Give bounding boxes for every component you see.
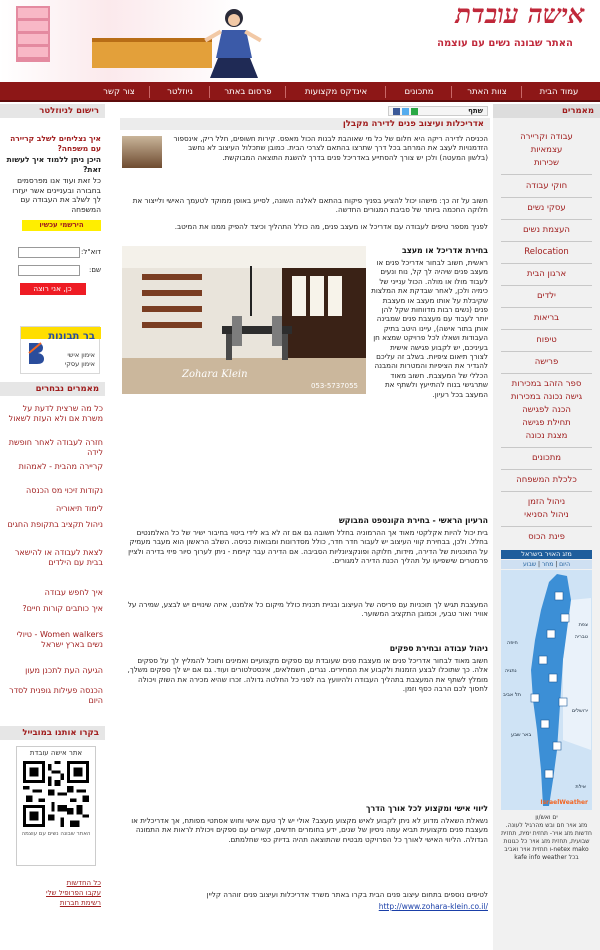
newsletter-signup-highlight[interactable]: הירשמי עכשיו [22,220,101,231]
menu-item-independent[interactable]: עצמאיות [530,145,563,155]
footer-links [1,878,101,908]
closing-link[interactable]: http://www.zohara-klein.co.il/ [378,902,488,911]
city-label-safed: צפת [578,622,588,628]
city-label-haifa: חיפה [507,640,518,646]
qr-title: אתר אישה עובדת [29,749,83,757]
heading-manage: ניהול עבודה ובחירת ספקים [389,644,488,653]
concept-text: בית יכול להיות אקלקטי מאוד אך ההרמוניה בחלל חשובה גם אם זה לא בא לידי ביטוי בחיבור ישיר של כל האלמנטים בחלל. ולכן, בבחירת קווי העיצוב יש לעבור חדר חדר, כולל מסדרונות ומבואות כניסה. השלב הראשון הוא מעבר מעמיק על התוכניות של הדירה, מידות, חלוקה ופונקציונליות הסביבה. אם הדירה עבר קיימת - ניתן לערוך סיור פיזי בדירה ולציין פרמטרים שישפיעו על תהליך הכנת הדירה למגורים. [128,528,488,566]
menu-divider [501,491,592,492]
ad-subtitle-2: אימון עסקי [64,360,95,368]
email-label: דוא"ל: [81,248,101,256]
image-watermark: Zohara Klein [182,369,248,380]
nav-home[interactable]: עמוד הבית [539,87,579,97]
qr-code-icon [23,761,89,827]
popular-article-link[interactable]: Women walkers - טיולי נשים בארץ ישראל [16,630,103,649]
twitter-icon[interactable] [402,108,409,115]
article-thumbnail [122,136,162,168]
menu-item-home-organization[interactable]: ארגון הבית [526,269,567,279]
weather-widget-title: מזג האויר בישראל [501,550,592,559]
qr-card[interactable] [16,746,96,866]
city-label-jerusalem: ירושלים [571,708,588,714]
nav-separator [521,86,522,98]
menu-item-sales-approach[interactable]: גישה נכונה במכירות [510,392,583,402]
ad-subtitle-1: אימון אישי [67,351,95,359]
nav-separator [285,86,286,98]
menu-item-children[interactable]: ילדים [537,291,556,301]
article-para-2: לפניך מספר טיפים לעבודה עם אדריכל או מעצב פנים, מה כולל התהליך וכיצד להפיק ממנו את המיטב. [174,222,488,231]
nav-separator [451,86,452,98]
weather-brand-logo[interactable]: IsraelWeather [540,799,588,806]
menu-divider [501,469,592,470]
footer-link-companies[interactable]: רשימת חברות [59,899,101,907]
site-tagline: האתר שבונה נשים עם עוצמה [437,38,573,49]
main-content [120,104,490,950]
nav-team[interactable]: צוות האתר [467,87,507,97]
mobile-heading-wrap [0,726,105,740]
name-label: שם: [89,266,101,274]
mobile-heading: בקרו אותנו במובייל [0,726,105,740]
menu-divider [501,174,592,175]
site-header [0,0,600,82]
nav-recipes[interactable]: מתכונים [404,87,434,97]
image-phone: 053-5737055 [310,382,358,390]
article-title-bar [120,118,490,130]
ad-logo-icon [27,341,45,365]
menu-divider [501,263,592,264]
city-label-tiberias: טבריה [574,634,588,640]
choose-architect-text: ראשית, חשוב לבחור אדריכל פנים או מעצב פנים שיהיה לך קל, נוח ונעים לעבוד מולו או מולה. הכול ענייני של כימיה ולכן, לאחר שבדקת את המלצות שקיבלת על אותו מעצב או מעצבת פנים (נשים רבות מדווחות שקל להן יותר לעבוד עם מעצבת פנים שמבינה אותן בתור אישה), עיינו היטב בתיק העבודות ושאלו לכל פרויקט שמצא חן בעיניכם, יש לקבוע פגישה אישית לצורך תיאום ציפיות. בשלב זה עליכם להגדיר את הציפיות והמטרות והמבנה הכללי של המעצבת. חשוב מאוד שתרגישי בנוח להתייעץ ולשתף את המעצב בכל רעיון. [371,258,488,399]
name-row [0,265,105,277]
israel-weather-map[interactable] [501,570,592,810]
site-logo-title[interactable]: אישה עובדת [455,0,585,30]
weather-tab-week[interactable]: שבוע [522,561,537,568]
popular-article-link[interactable]: איך כותבים קורות חיים? [22,604,103,613]
menu-item-career[interactable]: עבודה וקריירה [520,132,573,142]
menu-item-empowerment[interactable]: העצמת נשים [523,225,570,235]
email-share-icon[interactable] [411,108,418,115]
articles-heading: מאמרים [493,104,600,118]
israel-map-icon [501,570,592,810]
newsletter-submit-button[interactable]: כן, אני רוצה להירשם [20,283,86,295]
bar-tvunot-ad[interactable] [20,326,100,374]
ad-brand: בר תבונות [48,331,95,342]
city-label-tel-aviv: תל אביב [503,692,521,698]
menu-divider [501,351,592,352]
email-input[interactable] [18,247,80,258]
popular-article-link[interactable]: כל מה שרצית לדעת על משרת אם ולא העזת לשאול [8,404,103,423]
menu-divider [501,241,592,242]
nav-advertise[interactable]: פרסום באתר [224,87,272,97]
menu-divider [501,373,592,374]
menu-item-labor-law[interactable]: חוקי עבודה [525,181,568,191]
footer-link-all-news[interactable]: כל החדשות [66,879,101,887]
newsletter-body: כל זאת ועוד אנו מפרסמים בחבורה ובעניינים אשר יעזרו לך לשלב את העבודה עם המשפחה [12,176,101,214]
menu-divider [501,197,592,198]
top-navigation [0,82,600,102]
article-para-1: חשוב על זה כך: מישהו יכול להציע בפניך פיקוח בהתאם לאלנה השונה, לסייע באופן ממוקד לטעמך האישי ולייצור את חלוקה החכמה ביותר של סביבת המגורים החדשה. [132,196,488,215]
menu-item-meeting-prep[interactable]: הכנה לפגישה [522,405,571,415]
menu-item-recipes[interactable]: מתכונים [531,453,562,463]
weather-tabs: היום | מחר | שבוע [501,560,592,569]
facebook-icon[interactable] [393,108,400,115]
menu-item-women-business[interactable]: עסקי נשים [527,203,566,213]
popular-article-link[interactable]: לימוד תיאוריה [56,504,103,513]
menu-item-meeting-start[interactable]: תחילת פגישה [522,418,571,428]
share-label: שתף [468,107,483,115]
nav-professions-index[interactable]: אינדקס מקצועות [304,87,368,97]
weather-description: ים ואש/ון מזג אויר חם ובש מהרגיל לעונה. חדשות מזג אויר- תחזית ימית, תחזית שבועית, תחזית מזג אויר כל כגונות netex mako-ו תחזית אויר ואביב בכל kafe info weather [501,814,592,861]
footer-link-profile[interactable]: עקבו הפרופיל שלי [46,889,101,897]
menu-item-management[interactable]: ניהול הסניאי [524,510,569,520]
city-label-beer-sheva: באר שבע [511,732,532,738]
city-label-netanya: נתניה [505,668,517,674]
qr-caption: האתר שבונה נשים עם עוצמה [21,831,91,837]
share-bar[interactable] [388,106,488,116]
menu-item-grooming[interactable]: טיפוח [536,335,557,345]
left-sidebar [0,104,105,950]
article-intro: הכניסה לדירה ריקה היא חלום של כל מי שאוהבת לבנות הכול מאפס. קירות חשופים, חלל ריק, אינספור הזדמנויות לעצב את המרחב בכל דרך שתרצו בהתאם לצרכי הבית. כמובן שתכלול העיצוב לא נחשב (בלשון המעטה) ולכן יש צורך להסתייע באדריכל פנים בדרך להשגת התוצאה המבוקשת. [173,134,488,162]
newsletter-title: איך נצליחים לשלב קריירה עם משפחה? [10,134,101,153]
closing-text: לטיפים נוספים בתחום עיצוב פנים הבית בקרו באתר משרד אדריכלות ועיצוב פנים זוהרה קליין [206,890,488,899]
heading-concept: הרעיון הראשי - בחירת הקונספט המבוקש [338,516,488,525]
heading-choose-architect: בחירת אדריכל או מעצב [402,246,488,255]
heading-personal-guidance: ליווי אישי ומקצוע לכל אורך הדרך [366,804,488,813]
menu-item-coffee-corner[interactable]: פינת הכוס [528,532,565,542]
newsletter-heading: רישום לניוזלטר [0,104,105,118]
popular-article-link[interactable]: הכנסה פעילות גופנית לסדר היום [9,686,103,705]
menu-item-time-management[interactable]: ניהול הזמן [527,497,566,507]
nav-separator [149,86,150,98]
menu-divider [501,447,592,448]
menu-divider [501,329,592,330]
design-text: המעצבת תגיש לך תוכניות עם פריסה של העיצוב ובניית תכנית כולל מיקום כל אלמנט, איזה שינויים יש לבצע, שמירה על אוויר ואור טבעי, וכמובן התקציב המשוער. [127,600,488,619]
menu-item-sales-gold-book[interactable]: ספר הזהב במכירות [511,379,582,389]
city-label-eilat: אילת [575,784,586,790]
nav-newsletter[interactable]: ניוזלטר [167,87,193,97]
newsletter-box [0,134,105,305]
article-main-image [122,246,366,394]
popular-articles-heading-wrap [0,382,105,396]
menu-item-retirement[interactable]: פרישה [534,357,559,367]
header-shelf-illustration [16,6,50,62]
nav-separator [385,86,386,98]
menu-item-relocation[interactable]: Relocation [524,247,569,257]
popular-article-link[interactable]: ניהול תקציב בתקופת החגים [7,520,103,529]
popular-article-link[interactable]: נקודות זיכוי מס הכנסה [26,486,103,495]
menu-item-employees[interactable]: שכירות [533,158,560,168]
menu-item-health[interactable]: בריאות [533,313,560,323]
menu-divider [501,526,592,527]
nav-separator [209,86,210,98]
name-input[interactable] [18,265,80,276]
weather-tab-today[interactable]: היום [559,561,571,568]
menu-divider [501,219,592,220]
personal-guidance-text: נשאלת השאלה מדוע לא ניתן לקבוע לאיש מקצוע מעצב? אולי יש לך טעם אישי וחוש אסתטי מפותח, אך אדריכלית או מעצבת פנים מקצועית תביא עמה ניסיון של שנים, ידע בחומרים חדשים, קשרים עם ספקים ויכולת לראות את התמונה הגדולה. הליווי האישי לאורך כל הפרויקט מבטיח שהתוצאה תהיה בדיוק כפי שחלמתם. [131,816,488,844]
popular-article-link[interactable]: הגיעה העת לתכנן מעון [25,666,103,675]
right-sidebar [493,104,600,950]
manage-text: חשוב מאוד לבחור אדריכל פנים או מעצבת פנים שעובדת עם ספקים מקצועיים ואמינים ותוכל להמליץ לך על ספקים אלה. כך שתוכלו לבצע הזמנות ולקבוע את המחירים. נגרים, חשמלאים, אינסטלטורים ועוד. גם אם יש לך ספקים משלך, מומלץ לשתף את המעצבת בתהליך העבודה ולהיוועץ בה לפני כל החלטה גדולה. זכרו שהיא מכירה את השוק ויכולה לחסוך לכם הרבה כסף וזמן. [127,656,488,694]
header-desk-illustration [92,38,212,68]
nav-contact[interactable]: צור קשר [103,87,135,97]
newsletter-question: היכן ניתן ללמוד איך לעשות זאת? [6,155,101,174]
menu-divider [501,307,592,308]
popular-article-link[interactable]: איך לחפש עבודה [44,588,103,597]
weather-tab-tomorrow[interactable]: מחר [541,561,554,568]
menu-item-presentation[interactable]: מצגת נכונה [525,431,568,441]
menu-item-family-economy[interactable]: כלכלת המשפחה [516,475,577,485]
popular-articles-heading: מאמרים נבחרים [0,382,105,396]
popular-article-link[interactable]: קריירה מהבית - לאמהות [18,462,103,471]
popular-article-link[interactable]: חזרה לעבודה לאחר חופשת לידה [8,438,103,457]
header-woman-illustration [196,4,266,80]
popular-article-link[interactable]: לצאת לעבודה או להישאר בבית עם הילדים [14,548,103,567]
email-row [0,247,105,259]
article-title: אדריכלות ועיצוב פנים לדירה מקבלן [342,119,484,129]
menu-divider [501,285,592,286]
